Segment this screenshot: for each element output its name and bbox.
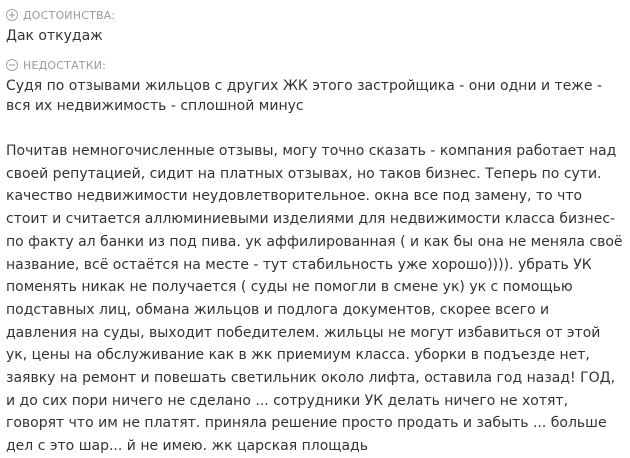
- cons-header: [6, 56, 624, 74]
- review-body-text: Почитав немногочисленные отзывы, могу точно сказать - компания работает над своей репутацией, сидит на платных отзывах, но таков бизнес. Теперь по сути. качество недвижимости неудовлетворительное. окна все под замену, то что стоит и считается аллюминиевыми изделиями для недвижимости класса бизнес- по факту ал банки из под пива. ук аффилированная ( и как бы она не меняла своё название, всё остаётся на месте - тут стабильность уже хорошо)))). убрать УК поменять никак не получается ( суды не помогли в смене ук) ук с помощью подставных лиц, обмана жильцов и подлога документов, скорее всего и давления на суды, выходит победителем. жильцы не могут избавиться от этой ук, цены на обслуживание как в жк приемиум класса. уборки в подъезде нет, заявку на ремонт и повешать светильник около лифта, оставила год назад! ГОД, и до сих пори ничего не сделано ... сотрудники УК делать ничего не хотят, говорят что им не платят. приняла решение просто продать и забыть ... больше дел с это шар... й не имею. жк царская площадь: [6, 143, 623, 455]
- minus-circle-icon: [6, 59, 18, 71]
- cons-text: Судя по отзывами жильцов с других ЖК этого застройщика - они одни и теже - вся их недвижимость - сплошной минус: [6, 78, 603, 114]
- plus-circle-icon: [6, 9, 18, 21]
- pros-header: [6, 6, 624, 24]
- cons-title: НЕДОСТАТКИ:: [23, 58, 107, 72]
- pros-text: Дак откудаж: [6, 28, 103, 44]
- pros-title: ДОСТОИНСТВА:: [23, 8, 116, 22]
